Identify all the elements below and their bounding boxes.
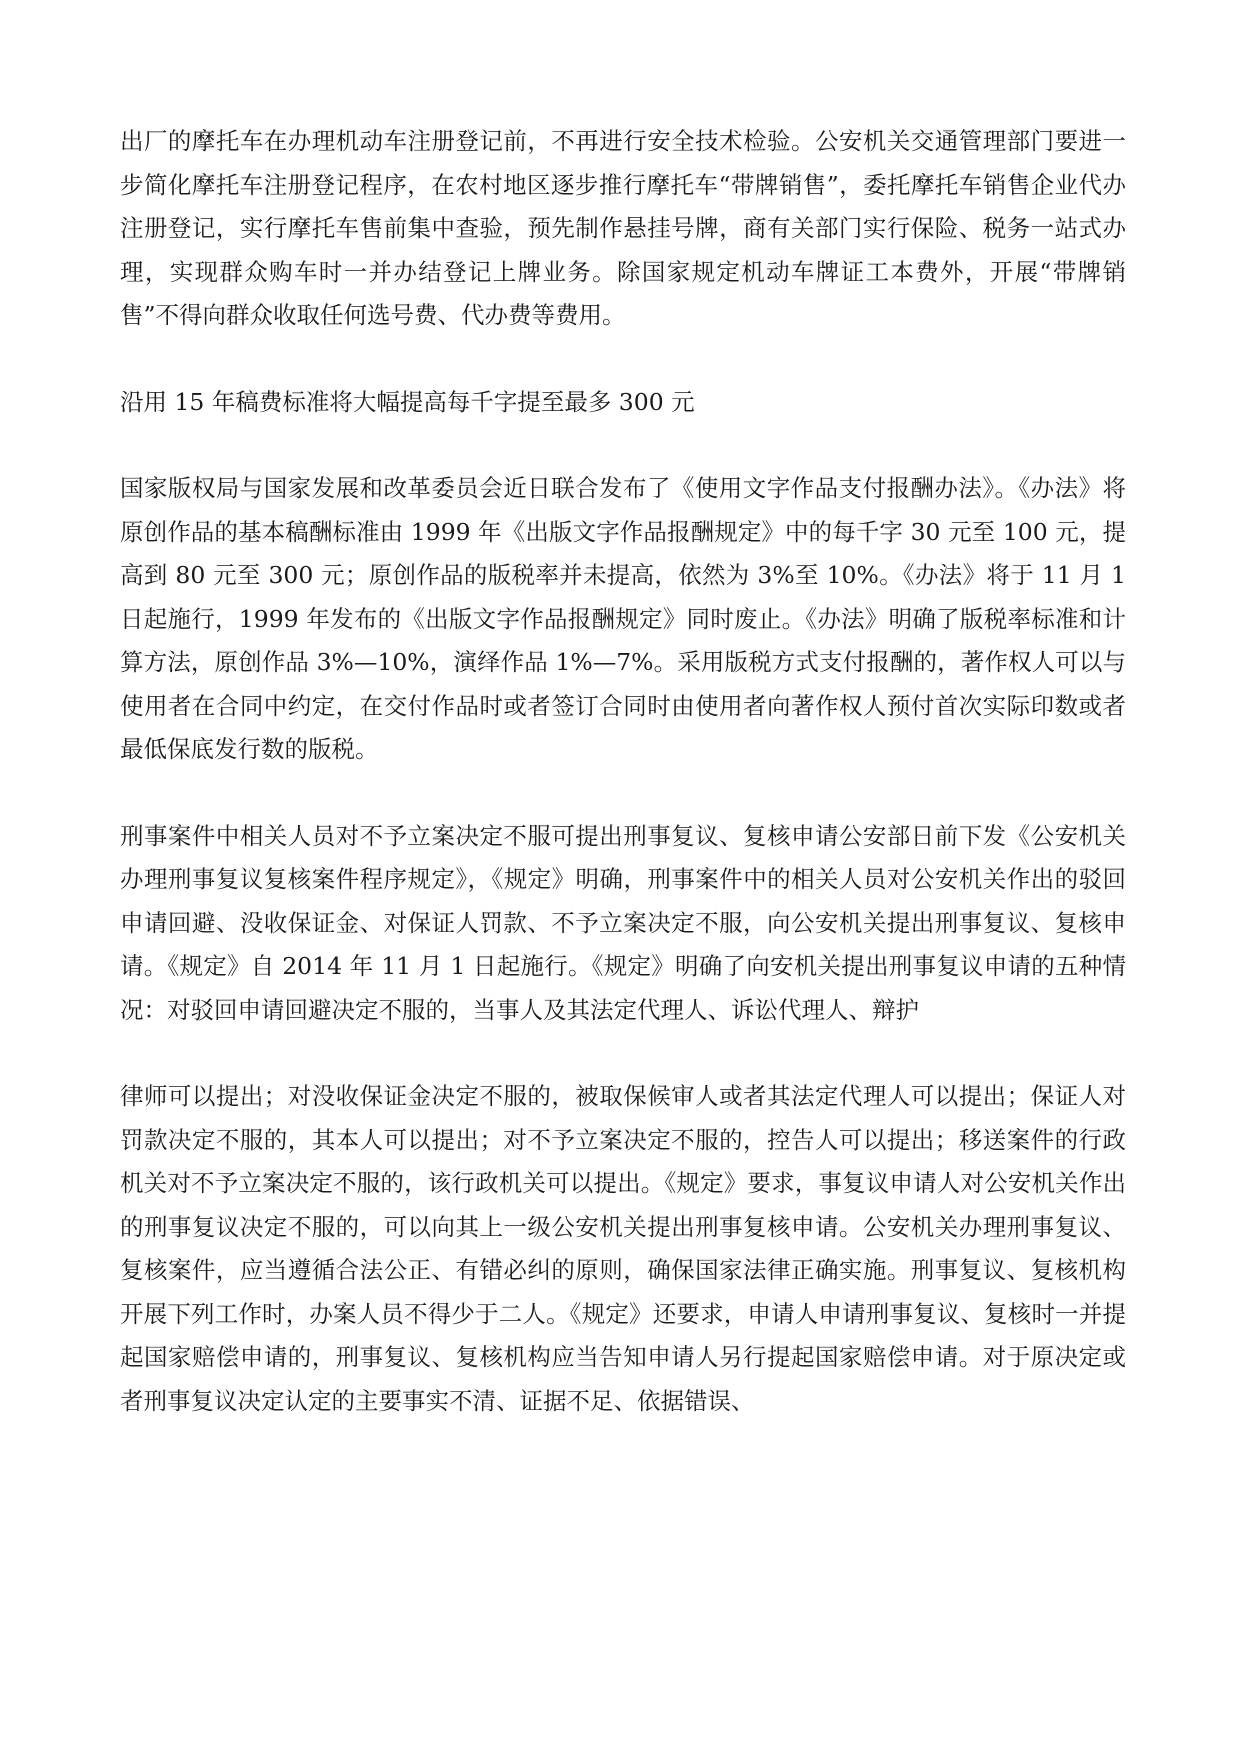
paragraph-criminal-review: 刑事案件中相关人员对不予立案决定不服可提出刑事复议、复核申请公安部日前下发《公安机关办理刑事复议复核案件程序规定》，《规定》明确，刑事案件中的相关人员对公安机关作出的驳回申请回避、没收保证金、对保证人罚款、不予立案决定不服，向公安机关提出刑事复议、复核申请。《规定》自 2014 年 11 月 1 日起施行。《规定》明确了向安机关提出刑事复议申请的五种情况：对驳回申请回避决定不服的，当事人及其法定代理人、诉讼代理人、辩护 (120, 821, 1126, 1024)
paragraph-criminal-review-continued: 律师可以提出；对没收保证金决定不服的，被取保候审人或者其法定代理人可以提出；保证人对罚款决定不服的，其本人可以提出；对不予立案决定不服的，控告人可以提出；移送案件的行政机关对不予立案决定不服的，该行政机关可以提出。《规定》要求，事复议申请人对公安机关作出的刑事复议决定不服的，可以向其上一级公安机关提出刑事复核申请。公安机关办理刑事复议、复核案件，应当遵循合法公正、有错必纠的原则，确保国家法律正确实施。刑事复议、复核机构开展下列工作时，办案人员不得少于二人。《规定》还要求，申请人申请刑事复议、复核时一并提起国家赔偿申请的，刑事复议、复核机构应当告知申请人另行提起国家赔偿申请。对于原决定或者刑事复议决定认定的主要事实不清、证据不足、依据错误、 (120, 1082, 1126, 1415)
paragraph-royalty-headline: 沿用 15 年稿费标准将大幅提高每千字提至最多 300 元 (120, 387, 695, 416)
paragraph-royalty-measures: 国家版权局与国家发展和改革委员会近日联合发布了《使用文字作品支付报酬办法》。《办法》将原创作品的基本稿酬标准由 1999 年《出版文字作品报酬规定》中的每千字 30 元至 100 元，提高到 80 元至 300 元；原创作品的版税率并未提高，依然为 3%至 10%。《办法》将于 11 月 1 日起施行，1999 年发布的《出版文字作品报酬规定》同时废止。《办法》明确了版税率标准和计算方法，原创作品 3%—10%，演绎作品 1%—7%。采用版税方式支付报酬的，著作权人可以与使用者在合同中约定，在交付作品时或者签订合同时由使用者向著作权人预付首次实际印数或者最低保底发行数的版税。 (120, 474, 1126, 763)
document-body (120, 120, 1126, 1466)
paragraph-motorcycle-registration: 出厂的摩托车在办理机动车注册登记前，不再进行安全技术检验。公安机关交通管理部门要进一步简化摩托车注册登记程序，在农村地区逐步推行摩托车“带牌销售”，委托摩托车销售企业代办注册登记，实行摩托车售前集中查验，预先制作悬挂号牌，商有关部门实行保险、税务一站式办理，实现群众购车时一并办结登记上牌业务。除国家规定机动车牌证工本费外，开展“带牌销售”不得向群众收取任何选号费、代办费等费用。 (120, 127, 1126, 329)
